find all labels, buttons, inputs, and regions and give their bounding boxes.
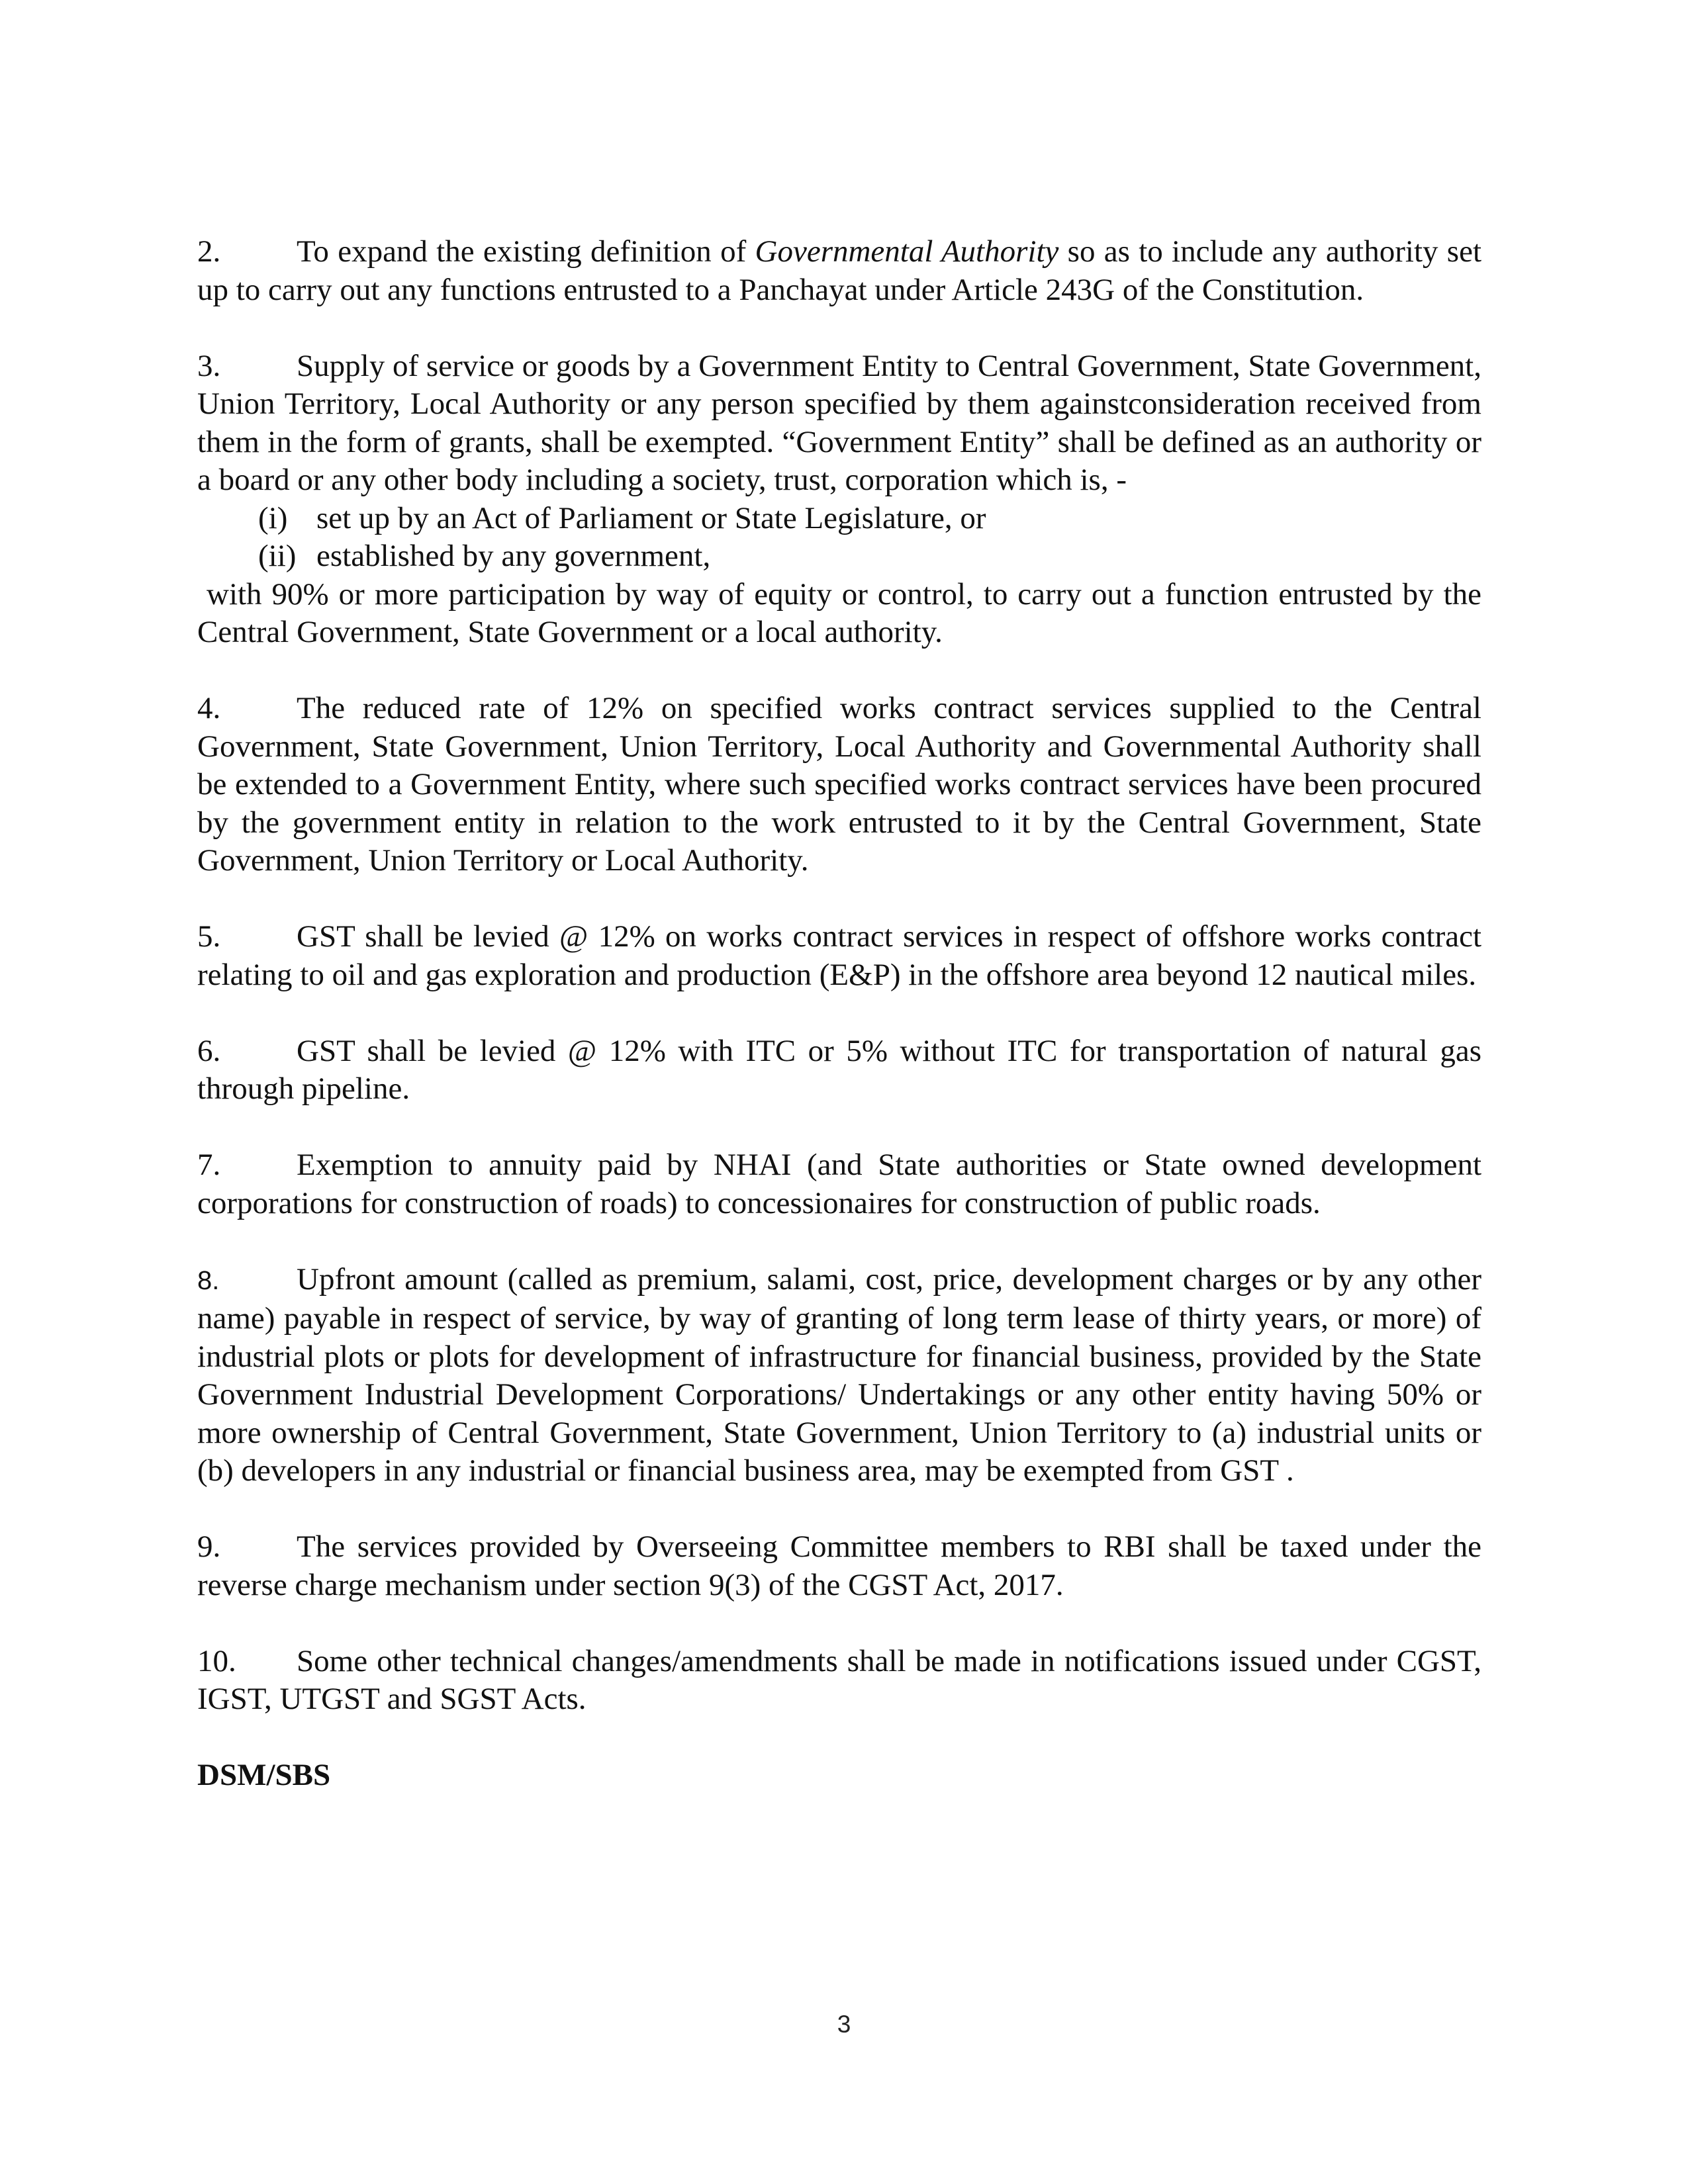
paragraph-7 — [197, 1146, 1481, 1222]
paragraph-4 — [197, 690, 1481, 880]
paragraph-3-continuation: with 90% or more participation by way of equity or control, to carry out a function entrusted by the Central Government, State Government or a local authority. — [197, 576, 1481, 649]
paragraph-text: Exemption to annuity paid by NHAI (and State authorities or State owned development corporations for construction of roads) to concessionaires for construction of public roads. — [197, 1148, 1481, 1220]
paragraph-number: 4. — [197, 691, 221, 725]
paragraph-number: 2. — [197, 234, 221, 269]
paragraph-number: 9. — [197, 1529, 221, 1564]
paragraph-number: 8. — [197, 1265, 220, 1295]
paragraph-5 — [197, 918, 1481, 994]
paragraph-number: 10. — [197, 1643, 236, 1678]
paragraph-text: so as to include any authority set up to carry out any functions entrusted to a Panchayat under Article 243G of the Constitution. — [197, 234, 1482, 307]
paragraph-text: The reduced rate of 12% on specified works contract services supplied to the Central Government, State Government, Union Territory, Local Authority and Governmental Authority shall be extended to a Government Entity, where such specified works contract services have been procured by the government entity in relation to the work entrusted to it by the Central Government, State Government, Union Territory or Local Authority. — [197, 691, 1481, 878]
paragraph-text: GST shall be levied @ 12% on works contract services in respect of offshore works contract relating to oil and gas exploration and production (E&P) in the offshore area beyond 12 nautical miles. — [197, 919, 1481, 992]
paragraph-number: 3. — [197, 348, 221, 383]
paragraph-2 — [197, 233, 1481, 309]
paragraph-10 — [197, 1643, 1481, 1719]
paragraph-6 — [197, 1032, 1481, 1109]
list-item-text: set up by an Act of Parliament or State Legislature, or — [316, 500, 986, 535]
paragraph-text: To expand the existing definition of — [297, 234, 755, 269]
paragraph-number: 5. — [197, 919, 221, 954]
paragraph-3 — [197, 347, 1481, 500]
paragraph-text: GST shall be levied @ 12% with ITC or 5% without ITC for transportation of natural gas through pipeline. — [197, 1033, 1481, 1106]
list-item-text: established by any government, — [316, 539, 711, 573]
list-marker: (i) — [258, 500, 288, 535]
signature-initials: DSM/SBS — [197, 1758, 331, 1792]
page-number: 3 — [837, 2011, 851, 2038]
paragraph-8 — [197, 1261, 1481, 1490]
paragraph-number: 7. — [197, 1148, 221, 1182]
paragraph-text: Supply of service or goods by a Government Entity to Central Government, State Government, Union Territory, Local Authority or any person specified by them againstconsideration received from them in the form of grants, shall be exempted. “Government Entity” shall be defined as an authority or a board or any other body including a society, trust, corporation which is, - — [197, 348, 1481, 497]
list-item — [197, 500, 1481, 538]
paragraph-text: Upfront amount (called as premium, salami, cost, price, development charges or by any other name) payable in respect of service, by way of granting of long term lease of thirty years, or more) of industrial plots or plots for development of infrastructure for financial business, provided by the State Government Industrial Development Corporations/ Undertakings or any other entity having 50% or more ownership of Central Government, State Government, Union Territory to (a) industrial units or (b) developers in any industrial or financial business area, may be exempted from GST . — [197, 1261, 1481, 1488]
paragraph-text: Some other technical changes/amendments shall be made in notifications issued under CGST, IGST, UTGST and SGST Acts. — [197, 1643, 1481, 1716]
paragraph-9 — [197, 1528, 1481, 1604]
list-item — [197, 537, 1481, 576]
list-marker: (ii) — [258, 539, 297, 573]
italic-term: Governmental Authority — [755, 234, 1059, 269]
document-body — [197, 233, 1481, 1795]
paragraph-number: 6. — [197, 1033, 221, 1068]
paragraph-text: The services provided by Overseeing Committee members to RBI shall be taxed under the reverse charge mechanism under section 9(3) of the CGST Act, 2017. — [197, 1529, 1481, 1602]
